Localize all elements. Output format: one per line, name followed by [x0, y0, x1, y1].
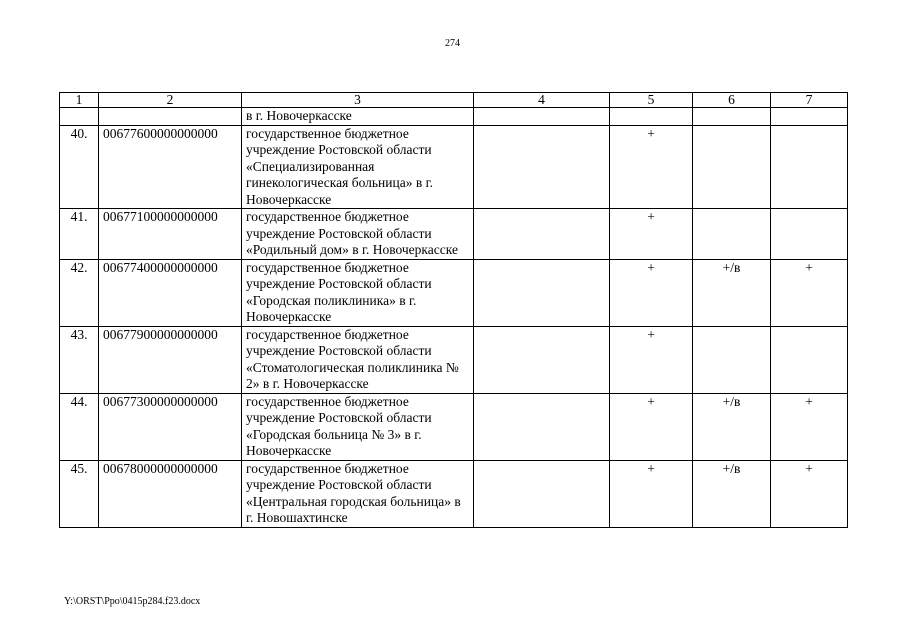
column-6-value	[693, 108, 771, 126]
row-number: 43.	[60, 326, 99, 393]
registry-table	[59, 92, 848, 528]
row-number: 44.	[60, 393, 99, 460]
institution-code: 00677100000000000	[99, 209, 242, 260]
column-header-2: 2	[99, 93, 242, 108]
column-4-value	[474, 209, 610, 260]
institution-code: 00677400000000000	[99, 259, 242, 326]
column-5-value: +	[610, 209, 693, 260]
row-number: 42.	[60, 259, 99, 326]
column-header-5: 5	[610, 93, 693, 108]
column-5-value: +	[610, 125, 693, 209]
column-7-value: +	[771, 393, 848, 460]
column-7-value: +	[771, 460, 848, 527]
column-5-value: +	[610, 326, 693, 393]
table-row	[60, 259, 848, 326]
continuation-row	[60, 108, 848, 126]
column-header-7: 7	[771, 93, 848, 108]
column-4-value	[474, 326, 610, 393]
column-7-value	[771, 326, 848, 393]
table-row	[60, 125, 848, 209]
column-7-value: +	[771, 259, 848, 326]
row-number: 40.	[60, 125, 99, 209]
column-6-value: +/в	[693, 460, 771, 527]
column-header-3: 3	[242, 93, 474, 108]
header-row	[60, 93, 848, 108]
institution-code	[99, 108, 242, 126]
table-row	[60, 460, 848, 527]
institution-name: государственное бюджетное учреждение Ростовской области «Городская больница № 3» в г. Новочеркасске	[242, 393, 474, 460]
institution-code: 00678000000000000	[99, 460, 242, 527]
institution-name: государственное бюджетное учреждение Ростовской области «Городская поликлиника» в г. Новочеркасске	[242, 259, 474, 326]
column-7-value	[771, 209, 848, 260]
column-7-value	[771, 125, 848, 209]
column-4-value	[474, 108, 610, 126]
column-4-value	[474, 460, 610, 527]
institution-name: государственное бюджетное учреждение Ростовской области «Специализированная гинекологическая больница» в г. Новочеркасске	[242, 125, 474, 209]
column-6-value	[693, 326, 771, 393]
institution-name: государственное бюджетное учреждение Ростовской области «Родильный дом» в г. Новочеркасске	[242, 209, 474, 260]
row-number	[60, 108, 99, 126]
column-6-value	[693, 209, 771, 260]
institution-name: государственное бюджетное учреждение Ростовской области «Стоматологическая поликлиника № 2» в г. Новочеркасске	[242, 326, 474, 393]
page-number: 274	[445, 38, 460, 49]
column-header-1: 1	[60, 93, 99, 108]
institution-code: 00677900000000000	[99, 326, 242, 393]
column-6-value: +/в	[693, 393, 771, 460]
column-4-value	[474, 125, 610, 209]
column-5-value	[610, 108, 693, 126]
document-file-path: Y:\ORST\Ppo\0415p284.f23.docx	[64, 596, 201, 607]
column-header-6: 6	[693, 93, 771, 108]
table-row	[60, 326, 848, 393]
column-5-value: +	[610, 259, 693, 326]
column-6-value: +/в	[693, 259, 771, 326]
column-4-value	[474, 393, 610, 460]
institution-code: 00677600000000000	[99, 125, 242, 209]
table-row	[60, 393, 848, 460]
column-6-value	[693, 125, 771, 209]
column-7-value	[771, 108, 848, 126]
table-row	[60, 209, 848, 260]
column-5-value: +	[610, 393, 693, 460]
column-4-value	[474, 259, 610, 326]
row-number: 41.	[60, 209, 99, 260]
institution-name: в г. Новочеркасске	[242, 108, 474, 126]
column-5-value: +	[610, 460, 693, 527]
institution-name: государственное бюджетное учреждение Ростовской области «Центральная городская больница» в г. Новошахтинске	[242, 460, 474, 527]
column-header-4: 4	[474, 93, 610, 108]
institution-code: 00677300000000000	[99, 393, 242, 460]
row-number: 45.	[60, 460, 99, 527]
